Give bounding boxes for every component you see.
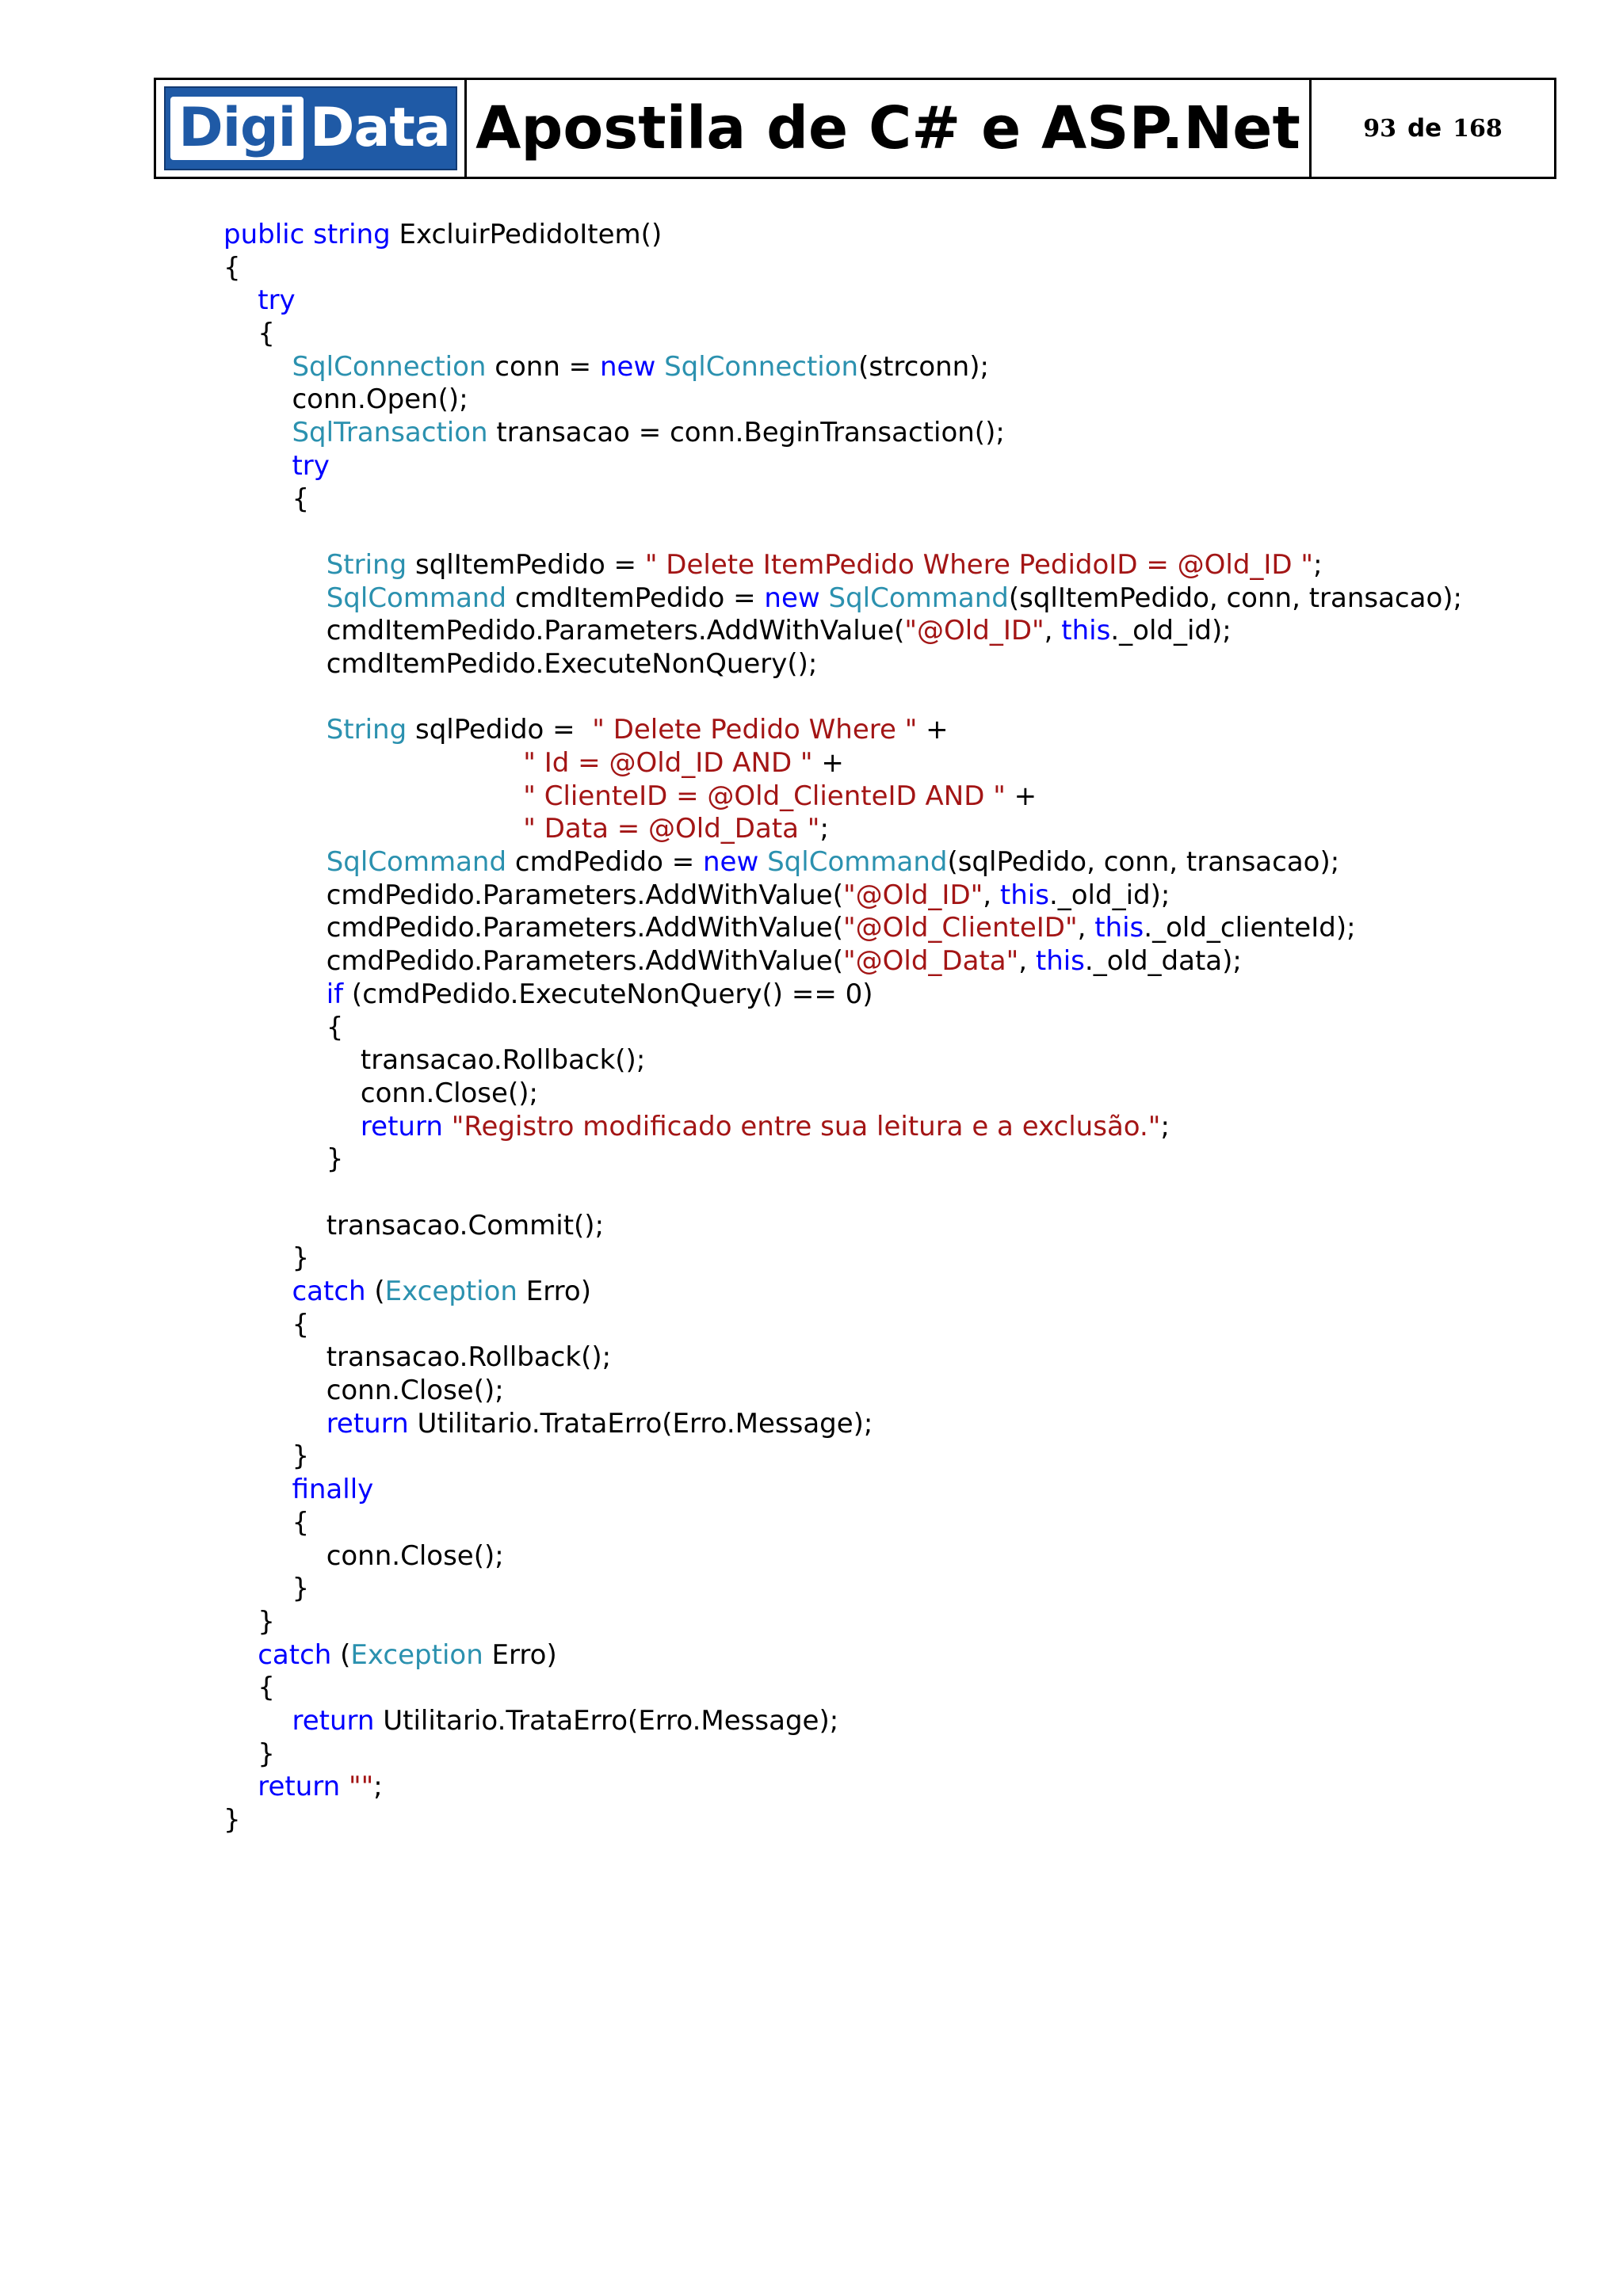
code-keyword: if [326, 978, 344, 1010]
code-text: cmdItemPedido = [506, 582, 765, 614]
code-text [223, 1771, 258, 1802]
code-text: conn.Close(); [223, 1539, 504, 1572]
code-text [223, 284, 258, 316]
code-text [758, 846, 767, 878]
code-keyword [304, 219, 313, 250]
code-type: String [326, 714, 407, 746]
code-type: SqlCommand [767, 846, 948, 879]
code-line [223, 1540, 1571, 1573]
code-text: , [983, 879, 1000, 911]
code-text: , [1018, 945, 1036, 978]
code-text: Utilitario.TrataErro(Erro.Message); [374, 1704, 839, 1737]
code-text: transacao.Rollback(); [223, 1044, 646, 1077]
code-keyword: new [599, 350, 656, 383]
code-string: " ClienteID = @Old_ClienteID AND " [523, 780, 1006, 812]
code-text: + [812, 747, 844, 779]
code-text: sqlItemPedido = [407, 548, 645, 581]
code-text: cmdPedido.Parameters.AddWithValue( [223, 912, 843, 944]
code-string: "@Old_ID" [904, 615, 1044, 647]
code-text [223, 813, 523, 845]
code-keyword: this [1061, 615, 1111, 647]
code-line [223, 1177, 1571, 1210]
page-current: 93 [1363, 114, 1396, 143]
code-text [443, 1111, 452, 1142]
code-text: ._old_id); [1110, 615, 1232, 647]
code-keyword: return [326, 1407, 409, 1440]
code-line [223, 978, 1571, 1012]
code-text [223, 549, 327, 581]
code-line [223, 284, 1571, 318]
code-type: String [326, 548, 407, 581]
code-line [223, 945, 1571, 978]
code-keyword: catch [258, 1638, 332, 1671]
code-text: cmdItemPedido.Parameters.AddWithValue( [223, 615, 905, 647]
code-string: "" [349, 1771, 374, 1803]
code-keyword: return [292, 1704, 375, 1737]
code-text: } [223, 1440, 310, 1473]
code-line [223, 879, 1571, 913]
code-line [223, 1210, 1571, 1243]
code-text [223, 417, 292, 448]
code-keyword: this [1035, 945, 1085, 978]
code-text: { [223, 1506, 310, 1539]
code-line [223, 1309, 1571, 1342]
code-line [223, 681, 1571, 715]
code-text: cmdPedido = [506, 846, 703, 879]
code-text [223, 1705, 292, 1737]
code-text [223, 582, 327, 614]
code-text: conn.Open(); [223, 383, 468, 416]
code-keyword: finally [292, 1474, 374, 1506]
code-text [223, 1408, 327, 1440]
code-type: Exception [350, 1638, 483, 1671]
code-text: { [223, 1672, 275, 1704]
code-line [223, 747, 1571, 780]
code-keyword: string [313, 219, 391, 250]
code-text: , [1077, 912, 1095, 944]
code-line [223, 1705, 1571, 1738]
code-text: ._old_clienteId); [1144, 912, 1356, 944]
code-text [223, 1639, 258, 1671]
code-line [223, 1639, 1571, 1672]
code-type: Exception [384, 1276, 517, 1307]
code-line [223, 1111, 1571, 1144]
code-text: { [223, 1011, 344, 1043]
code-text: } [223, 1573, 310, 1605]
code-string: " Data = @Old_Data " [523, 813, 820, 845]
code-line [223, 417, 1571, 450]
code-type: SqlCommand [828, 582, 1009, 614]
code-text: { [223, 318, 275, 350]
code-line [223, 1606, 1571, 1639]
code-line [223, 813, 1571, 846]
code-text: ._old_data); [1084, 945, 1242, 978]
code-keyword: catch [292, 1276, 366, 1307]
code-line [223, 1341, 1571, 1375]
title-cell [467, 80, 1312, 177]
digidata-logo [164, 86, 457, 170]
code-text: Utilitario.TrataErro(Erro.Message); [408, 1407, 873, 1440]
code-text: Erro) [517, 1276, 591, 1307]
document-title: Apostila de C# e ASP.Net [475, 94, 1300, 162]
code-text: } [223, 1242, 310, 1275]
code-type: SqlConnection [664, 350, 859, 383]
code-text [223, 1111, 361, 1142]
code-text: transacao.Commit(); [223, 1209, 605, 1241]
code-keyword: try [292, 449, 330, 482]
code-keyword: try [258, 284, 296, 317]
code-line [223, 1408, 1571, 1441]
code-text: + [917, 714, 949, 746]
code-text: cmdItemPedido.ExecuteNonQuery(); [223, 647, 818, 680]
page-total: 168 [1453, 114, 1503, 143]
code-line [223, 714, 1571, 747]
code-string: "@Old_ClienteID" [842, 912, 1078, 944]
code-text: transacao = conn.BeginTransaction(); [487, 417, 1005, 449]
code-text [223, 1474, 292, 1505]
code-text: ; [1160, 1110, 1170, 1142]
code-type: SqlConnection [292, 350, 487, 383]
code-line [223, 1242, 1571, 1276]
code-text: conn = [486, 350, 600, 383]
code-text: sqlPedido = [407, 714, 593, 746]
code-text: } [223, 1605, 275, 1638]
code-line [223, 219, 1571, 252]
code-text: (sqlPedido, conn, transacao); [947, 846, 1340, 879]
code-text [223, 450, 292, 482]
page-number [1312, 80, 1554, 177]
code-keyword: this [999, 879, 1049, 911]
code-line [223, 1804, 1571, 1837]
code-keyword: this [1094, 912, 1144, 944]
code-text: Erro) [483, 1638, 557, 1671]
code-text [223, 747, 523, 779]
code-line [223, 780, 1571, 814]
code-text: } [223, 1143, 344, 1176]
code-string: "@Old_Data" [842, 945, 1019, 978]
code-line [223, 1573, 1571, 1606]
code-text: conn.Close(); [223, 1375, 504, 1407]
logo-data-text: Data [310, 97, 450, 159]
code-line [223, 1276, 1571, 1309]
code-line [223, 1507, 1571, 1540]
logo-cell [156, 80, 467, 177]
code-line [223, 318, 1571, 351]
code-line [223, 516, 1571, 549]
code-text: ; [819, 813, 829, 845]
code-string: "Registro modificado entre sua leitura e a exclusão." [451, 1110, 1161, 1142]
code-line [223, 1771, 1571, 1804]
code-text: { [223, 1308, 310, 1341]
code-type: SqlCommand [326, 846, 507, 879]
code-text: + [1005, 780, 1037, 812]
code-text: } [223, 1737, 275, 1770]
code-text [223, 978, 327, 1010]
code-text [223, 780, 523, 812]
code-line [223, 846, 1571, 879]
code-type: SqlCommand [326, 582, 507, 614]
code-line [223, 549, 1571, 582]
code-string: " Delete ItemPedido Where PedidoID = @Old_ID " [644, 548, 1314, 581]
code-text: ( [365, 1276, 385, 1307]
code-text: ._old_id); [1048, 879, 1170, 911]
code-text: cmdPedido.Parameters.AddWithValue( [223, 879, 843, 911]
code-text [340, 1771, 349, 1802]
code-keyword: return [360, 1110, 443, 1142]
code-line [223, 648, 1571, 681]
code-line [223, 1012, 1571, 1045]
code-line [223, 1672, 1571, 1705]
code-line [223, 582, 1571, 616]
code-keyword: new [703, 846, 759, 879]
code-line [223, 1044, 1571, 1077]
code-line [223, 252, 1571, 285]
code-line [223, 1440, 1571, 1474]
code-text: cmdPedido.Parameters.AddWithValue( [223, 945, 843, 978]
code-text: { [223, 482, 310, 515]
code-line [223, 615, 1571, 648]
code-text [223, 1276, 292, 1307]
code-text [223, 714, 327, 746]
code-text: ; [373, 1771, 383, 1803]
code-text [223, 351, 292, 383]
code-line [223, 1738, 1571, 1772]
code-line [223, 1375, 1571, 1408]
code-text [223, 846, 327, 878]
code-text: ; [1313, 548, 1323, 581]
code-text: (cmdPedido.ExecuteNonQuery() == 0) [343, 978, 873, 1010]
code-listing [223, 219, 1571, 1837]
code-line [223, 450, 1571, 483]
code-line [223, 912, 1571, 945]
code-text: , [1044, 615, 1062, 647]
code-string: " Delete Pedido Where " [592, 714, 918, 746]
code-keyword: return [258, 1771, 341, 1803]
code-keyword: new [764, 582, 820, 614]
code-text: ( [331, 1638, 351, 1671]
code-line [223, 483, 1571, 517]
code-text: ExcluirPedidoItem() [390, 219, 663, 250]
code-text: (strconn); [858, 350, 989, 383]
code-text: { [223, 251, 241, 284]
code-text [820, 582, 829, 614]
code-line [223, 1474, 1571, 1507]
code-string: " Id = @Old_ID AND " [523, 747, 813, 779]
code-line [223, 383, 1571, 417]
code-line [223, 351, 1571, 384]
page-separator: de [1407, 114, 1442, 143]
code-text [655, 351, 664, 383]
code-text: (sqlItemPedido, conn, transacao); [1008, 582, 1462, 614]
code-line [223, 1077, 1571, 1111]
page-header [154, 78, 1556, 179]
code-line [223, 1143, 1571, 1177]
code-string: "@Old_ID" [842, 879, 983, 911]
code-type: SqlTransaction [292, 417, 488, 449]
code-text: conn.Close(); [223, 1077, 538, 1109]
logo-digi-text: Digi [170, 97, 304, 160]
code-text: transacao.Rollback(); [223, 1341, 612, 1374]
code-text: } [223, 1804, 241, 1836]
code-keyword: public [223, 219, 305, 250]
